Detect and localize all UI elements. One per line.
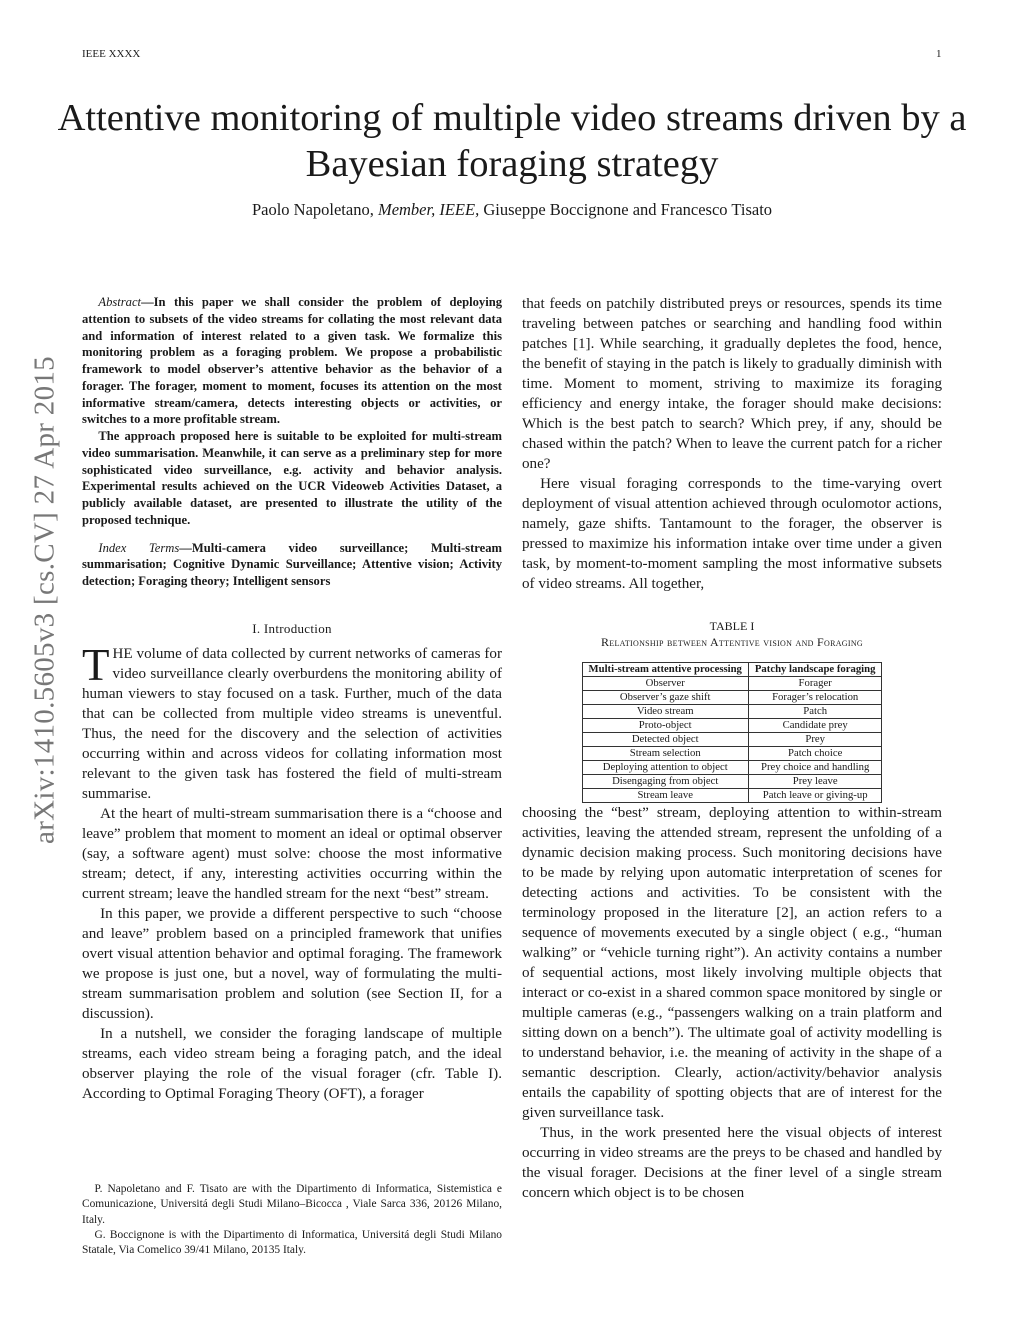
table-cell: Observer’s gaze shift bbox=[582, 691, 748, 705]
table-cell: Candidate prey bbox=[748, 719, 882, 733]
abstract-text: —In this paper we shall consider the problem of deploying attention to subsets of the video streams for collating the most relevant data and information of interest related to a given task. We formalize this monitoring problem as a foraging problem. We propose a probabilistic framework to model observer’s attentive behavior as the behavior of a forager. The forager, moment to moment, focuses its attention on the most informative stream/camera, detects interesting objects or activities, or switches to a more profitable stream. bbox=[82, 295, 502, 427]
table-cell: Prey choice and handling bbox=[748, 761, 882, 775]
table-header-row bbox=[582, 663, 882, 677]
table-row bbox=[582, 761, 882, 775]
right-column bbox=[522, 294, 942, 1203]
arxiv-stamp: arXiv:1410.5605v3 [cs.CV] 27 Apr 2015 bbox=[28, 356, 61, 844]
author-1-role: Member, IEEE, bbox=[377, 200, 480, 219]
table-cell: Patch bbox=[748, 705, 882, 719]
table-cell: Observer bbox=[582, 677, 748, 691]
footnotes bbox=[82, 1176, 502, 1258]
table-cell: Video stream bbox=[582, 705, 748, 719]
table-row bbox=[582, 705, 882, 719]
running-header: IEEE XXXX bbox=[82, 48, 141, 60]
table-row bbox=[582, 747, 882, 761]
other-authors: Giuseppe Boccignone and Francesco Tisato bbox=[483, 200, 773, 219]
table-cell: Prey bbox=[748, 733, 882, 747]
table-cell: Detected object bbox=[582, 733, 748, 747]
table-title: Relationship between Attentive vision and Foraging bbox=[601, 635, 863, 649]
left-column bbox=[82, 294, 502, 1104]
table-cell: Forager’s relocation bbox=[748, 691, 882, 705]
table-header: Patchy landscape foraging bbox=[748, 663, 882, 677]
index-terms-text: —Multi-camera video surveillance; Multi-stream summarisation; Cognitive Dynamic Surveillance; Attentive vision; Activity detection; Foraging theory; Intelligent sensors bbox=[82, 540, 502, 588]
table-row bbox=[582, 733, 882, 747]
abstract-label: Abstract bbox=[98, 295, 142, 309]
right-p1: that feeds on patchily distributed preys or resources, spends its time traveling between patches or searching and handling food within patches [1]. While searching, it gradually depletes the food, hence, the benefit of staying in the patch is likely to gradually diminish with time. Moment to moment, striving to maximize its foraging efficiency and energy intake, the forager should make decisions: Which is the best patch to search? Which prey, if any, should be chased within the patch? When to leave the current patch for a richer one? bbox=[522, 296, 942, 472]
table-cell: Stream leave bbox=[582, 789, 748, 803]
table-cell: Stream selection bbox=[582, 747, 748, 761]
relationship-table bbox=[582, 662, 883, 803]
footnote-2: G. Boccignone is with the Dipartimento di Informatica, Universitá degli Studi Milano Statale, Via Comelico 39/41 Milano, 20135 Italy. bbox=[82, 1228, 502, 1257]
intro-p4: In a nutshell, we consider the foraging landscape of multiple streams, each video stream being a foraging patch, and the ideal observer playing the role of the visual forager (cfr. Table I). According to Optimal Foraging Theory (OFT), a forager bbox=[82, 1025, 502, 1102]
paper-title: Attentive monitoring of multiple video streams driven by a Bayesian foraging strategy bbox=[57, 97, 967, 185]
table-caption bbox=[522, 618, 942, 650]
intro-p1 bbox=[82, 639, 502, 804]
intro-p1-text: HE volume of data collected by current networks of cameras for video surveillance clearly overburdens the monitoring ability of human viewers to stay focused on a task. Further, much of the data that can be collected from multiple video streams is uneventful. Thus, the need for the discovery and the selection of activities occurring within and across videos for collating information most relevant to the given task has fostered the field of multi-stream summarise. bbox=[82, 645, 502, 802]
table-row bbox=[582, 691, 882, 705]
page-number: 1 bbox=[936, 48, 942, 60]
table-row bbox=[582, 789, 882, 803]
table-cell: Forager bbox=[748, 677, 882, 691]
authors bbox=[0, 200, 1024, 220]
table-cell: Patch choice bbox=[748, 747, 882, 761]
table-row bbox=[582, 775, 882, 789]
index-terms bbox=[82, 540, 502, 590]
section-heading: I. Introduction bbox=[252, 620, 332, 636]
table-row bbox=[582, 719, 882, 733]
abstract-p2: The approach proposed here is suitable to be exploited for multi-stream video summarisation. Meanwhile, it can serve as a preliminary step for more sophisticated video surveillance, e.g. activity and behavior analysis. Experimental results achieved on the UCR Videoweb Activities Dataset, a publicly available dataset, are presented to illustrate the utility of the proposed technique. bbox=[82, 429, 502, 527]
table-header: Multi-stream attentive processing bbox=[582, 663, 748, 677]
drop-cap: T bbox=[82, 639, 110, 690]
right-p3: choosing the “best” stream, deploying attention to within-stream activities, leaving the attended stream, represent the unfolding of a dynamic decision making process. Such monitoring decisions have to be made by relying upon automatic interpretation of scenes for detecting actions and activities. To be consistent with the terminology proposed in the literature [2], an action refers to a sequence of movements executed by a single object ( e.g., “human walking” or “vehicle turning right”). An activity contains a number of sequential actions, most likely involving multiple objects that interact or co-exist in a shared common space monitored by single or multiple cameras (e.g., “passengers walking on a train platform and sitting down on a bench”). The ultimate goal of activity modelling is to understand behavior, i.e. the meaning of activity in the shape of a semantic description. Clearly, action/activity/behavior analysis entails the capability of spotting objects that are of interest for the given surveillance task. bbox=[522, 805, 942, 1121]
right-p4: Thus, in the work presented here the visual objects of interest occurring in video streams are the preys to be chased and handled by the visual forager. Decisions at the finer level of a single stream concern which object is to be chosen bbox=[522, 1125, 942, 1201]
table-cell: Patch leave or giving-up bbox=[748, 789, 882, 803]
table-label: TABLE I bbox=[709, 619, 755, 633]
footnote-1: P. Napoletano and F. Tisato are with the Dipartimento di Informatica, Sistemistica e Comunicazione, Universitá degli Studi Milano–Bicocca , Viale Sarca 336, 20126 Milano, Italy. bbox=[82, 1183, 502, 1226]
table-row bbox=[582, 677, 882, 691]
table-cell: Disengaging from object bbox=[582, 775, 748, 789]
index-terms-label: Index Terms bbox=[98, 540, 180, 555]
intro-p3: In this paper, we provide a different perspective to such “choose and leave” problem based on a principled framework that unifies overt visual attention behavior and optimal foraging. The framework we propose is just one, but a novel, way of formulating the multi-stream summarisation problem and solution (see Section II, for a discussion). bbox=[82, 905, 502, 1022]
table-cell: Prey leave bbox=[748, 775, 882, 789]
right-p2: Here visual foraging corresponds to the time-varying overt deployment of visual attention achieved through oculomotor actions, namely, gaze shifts. Tantamount to the forager, the observer is pressed to maximize his information intake over time under a given task, by moment-to-moment sampling the most informative subsets of video streams. All together, bbox=[522, 476, 942, 592]
table-cell: Deploying attention to object bbox=[582, 761, 748, 775]
table-cell: Proto-object bbox=[582, 719, 748, 733]
intro-p2: At the heart of multi-stream summarisation there is a “choose and leave” problem that moment to moment an ideal or optimal observer (say, a software agent) must solve: choose the most informative stream; detect, if any, interesting activities occurring within the current stream; leave the handled stream for the next “best” stream. bbox=[82, 805, 502, 902]
author-1: Paolo Napoletano, bbox=[251, 200, 374, 219]
abstract-p1 bbox=[82, 294, 502, 428]
